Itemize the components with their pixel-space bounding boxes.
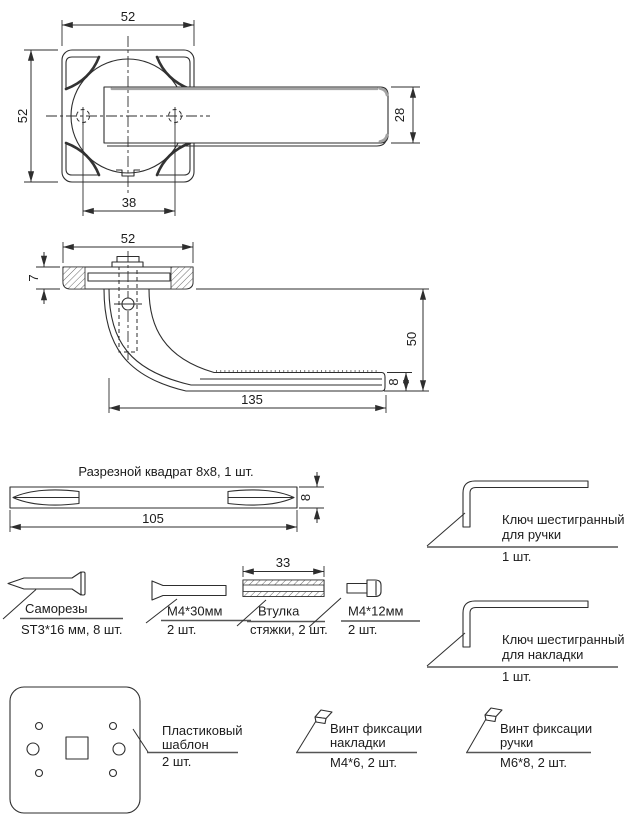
- label-template-qty: 2 шт.: [162, 754, 192, 769]
- set-screw-handle-item: [466, 708, 592, 770]
- dim-52-top: 52: [120, 9, 136, 24]
- label-hexkey-handle-qty: 1 шт.: [502, 549, 532, 564]
- dim-38: 38: [121, 195, 137, 210]
- dim-135: 135: [241, 392, 263, 407]
- lever-plan: [104, 87, 388, 146]
- dim-8-lever: 8: [386, 378, 401, 386]
- side-view-drawing: [26, 231, 429, 413]
- dim-52-left: 52: [15, 108, 30, 124]
- label-template-1: Пластиковый: [162, 723, 243, 738]
- label-sleeve-qty: стяжки, 2 шт.: [250, 622, 328, 637]
- label-template-2: шаблон: [162, 737, 209, 752]
- label-hexkey-plate-2: для накладки: [502, 647, 584, 662]
- label-setscrew-plate-1: Винт фиксации: [330, 721, 423, 736]
- coupling-sleeve-item: [237, 555, 328, 637]
- plastic-template-item: [10, 687, 242, 813]
- dimension-28: [391, 87, 420, 143]
- dim-105: 105: [142, 511, 164, 526]
- label-setscrew-handle-2: ручки: [500, 735, 534, 750]
- spindle-drawing: [10, 464, 324, 532]
- dim-50: 50: [404, 331, 419, 347]
- dim-28: 28: [392, 107, 407, 123]
- label-m4x30-qty: 2 шт.: [167, 622, 197, 637]
- rosette-slot: [88, 273, 170, 281]
- bolt-m4x30-icon: [152, 581, 226, 600]
- label-hexkey-handle-1: Ключ шестигранный: [502, 512, 625, 527]
- hatch-right: [171, 267, 193, 289]
- dimension-8-lever: [386, 373, 412, 392]
- dimension-8-spindle: [298, 472, 324, 523]
- dimension-50: [404, 289, 423, 391]
- label-m4x12: М4*12мм: [348, 603, 404, 619]
- label-self-tapping-spec: ST3*16 мм, 8 шт.: [21, 622, 123, 637]
- hex-key-plate-item: [427, 601, 625, 684]
- label-hexkey-plate-1: Ключ шестигранный: [502, 632, 625, 647]
- hatch-left: [63, 267, 85, 289]
- sleeve-wall-top: [243, 580, 324, 585]
- lever-side: [104, 289, 385, 391]
- label-setscrew-handle-spec: М6*8, 2 шт.: [500, 755, 567, 770]
- set-screw-handle-icon: [485, 708, 502, 722]
- bolt-m4x30-item: [146, 581, 251, 637]
- dim-8-spindle: 8: [298, 493, 313, 502]
- label-setscrew-plate-2: накладки: [330, 735, 386, 750]
- dimension-135: [109, 378, 386, 413]
- label-setscrew-plate-spec: М4*6, 2 шт.: [330, 755, 397, 770]
- bolt-m4x12-icon: [347, 584, 367, 594]
- screw-head-face: [81, 572, 85, 595]
- hex-key-handle-item: [427, 481, 625, 564]
- dim-52-side: 52: [120, 231, 136, 246]
- dim-33: 33: [275, 555, 291, 570]
- label-hexkey-handle-2: для ручки: [502, 527, 562, 542]
- top-view-drawing: [15, 9, 420, 216]
- label-m4x12-qty: 2 шт.: [348, 622, 378, 637]
- dimension-33: [243, 555, 324, 577]
- plastic-template-icon: [10, 687, 140, 813]
- label-m4x30: М4*30мм: [167, 603, 223, 619]
- dimension-105: [10, 510, 297, 532]
- label-hexkey-plate-qty: 1 шт.: [502, 669, 532, 684]
- label-self-tapping: Саморезы: [25, 601, 88, 616]
- self-tapping-screw-item: [3, 572, 123, 637]
- bolt-m4x12-head: [367, 580, 381, 597]
- dim-7: 7: [26, 274, 41, 282]
- sleeve-wall-bottom: [243, 592, 324, 597]
- label-setscrew-handle-1: Винт фиксации: [500, 721, 593, 736]
- self-tapping-screw-icon: [8, 572, 81, 595]
- set-screw-plate-item: [296, 710, 422, 770]
- spindle-title: Разрезной квадрат 8x8, 1 шт.: [78, 464, 254, 479]
- dimension-7: [26, 252, 60, 304]
- label-sleeve: Втулка: [258, 603, 300, 619]
